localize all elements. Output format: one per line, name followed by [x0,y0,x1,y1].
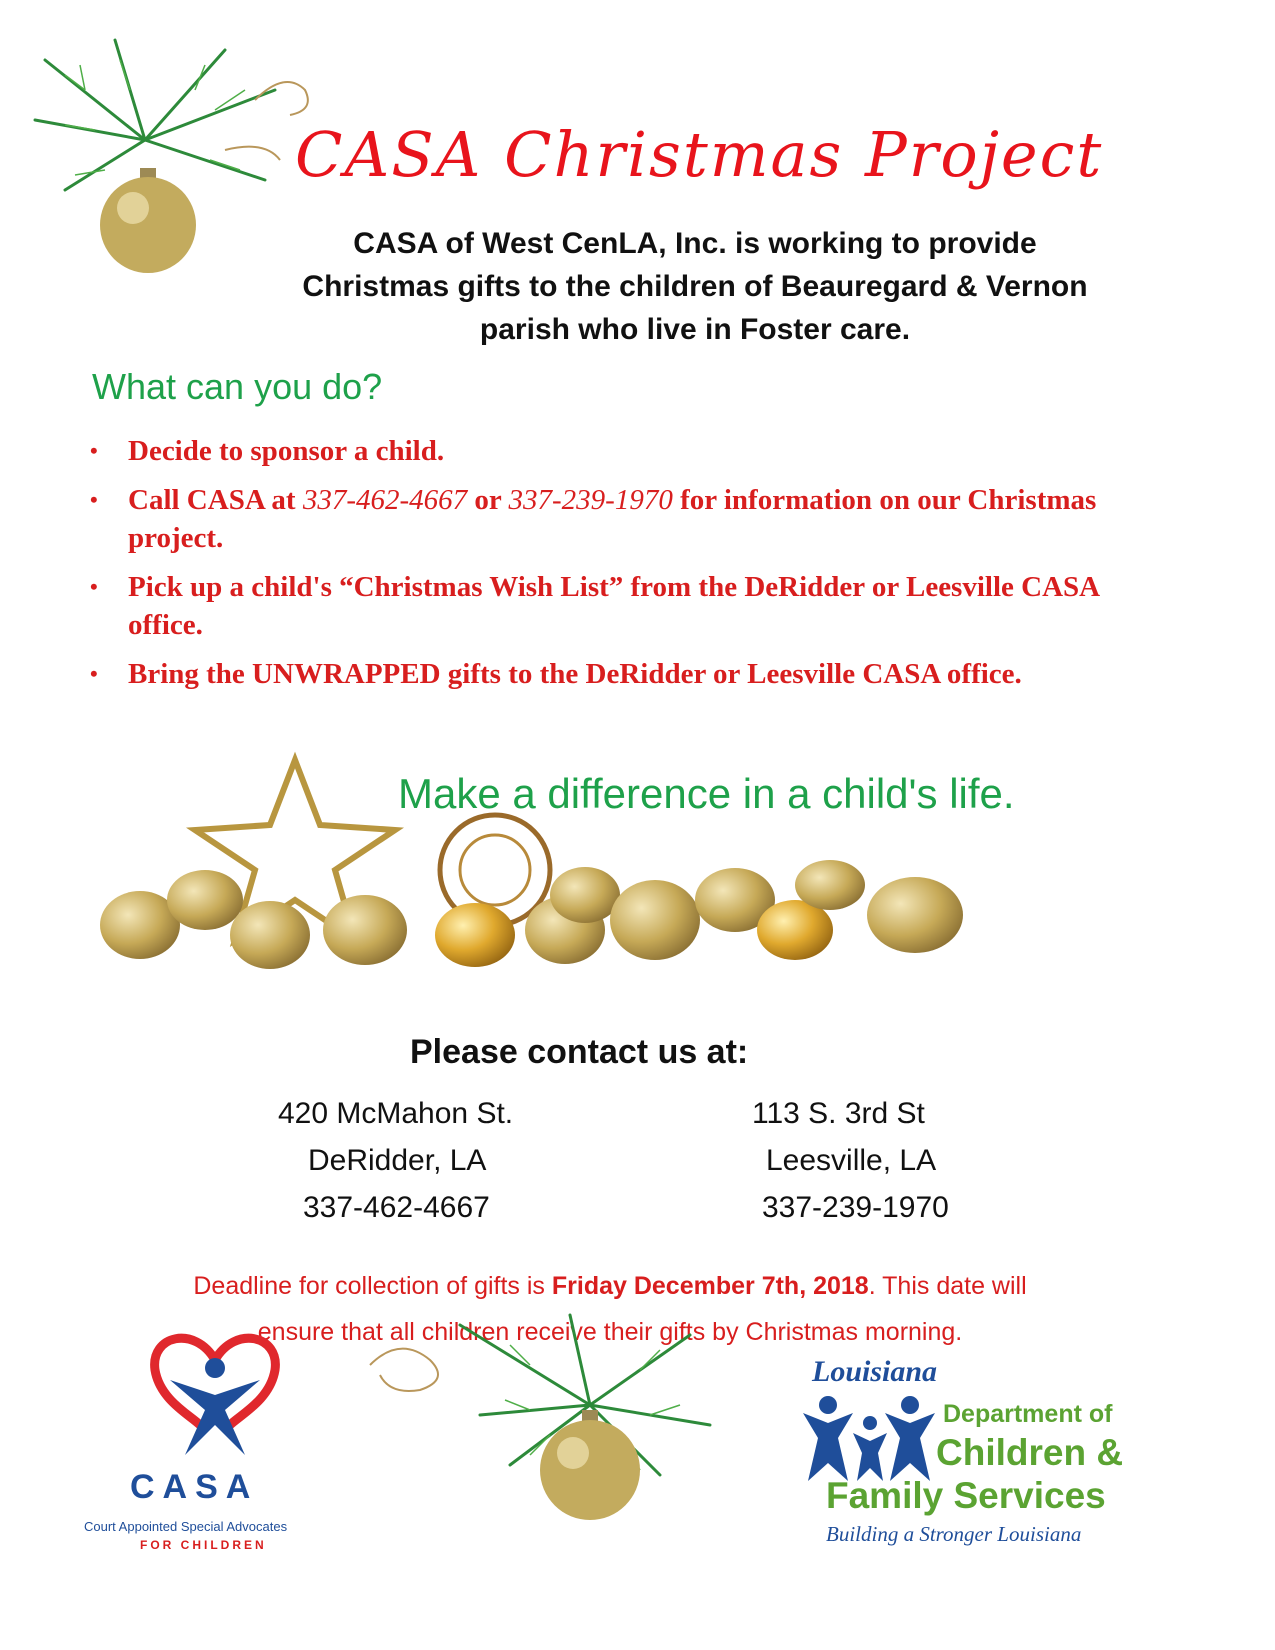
dcfs-logo-line-3: Family Services [826,1475,1106,1516]
casa-logo-name: CASA [130,1468,259,1506]
street: 113 S. 3rd St [752,1097,925,1130]
bullet-icon: • [90,661,98,686]
pine-ornament-bottom-decoration [360,1305,720,1525]
intro-line-1: CASA of West CenLA, Inc. is working to provide [353,227,1037,260]
list-item: • Call CASA at 337-462-4667 or 337-239-1970 for information on our Christmas project. [88,481,1168,557]
intro-paragraph [240,222,1150,351]
phone: 337-239-1970 [762,1191,949,1224]
city: Leesville, LA [766,1144,937,1177]
action-list [88,432,1168,704]
phone-number: 337-462-4667 [302,484,468,516]
what-heading: What can you do? [92,366,383,407]
page-title: CASA Christmas Project [295,118,1104,191]
phone-number: 337-239-1970 [508,484,673,516]
list-item: • Decide to sponsor a child. [88,432,1168,470]
dcfs-family-icon [798,1393,943,1483]
dcfs-logo-line-1: Department of [943,1400,1113,1428]
leesville-office-address [752,1090,949,1231]
dcfs-logo-state: Louisiana [812,1355,938,1388]
bullet-icon: • [90,574,98,599]
deridder-office-address [278,1090,513,1231]
list-item: • Bring the UNWRAPPED gifts to the DeRidder or Leesville CASA office. [88,655,1168,693]
bullet-icon: • [90,438,98,463]
city: DeRidder, LA [308,1144,487,1177]
casa-logo-subtitle-2: FOR CHILDREN [140,1538,267,1552]
dcfs-logo-line-2: Children & [936,1432,1124,1473]
deadline-date: Friday December 7th, 2018 [551,1272,869,1300]
deadline-notice: Deadline for collection of gifts is Friday December 7th, 2018. This date will ensure that all children receive their gifts by Christmas morning. [193,1272,1027,1346]
contact-heading: Please contact us at: [410,1033,749,1071]
casa-heart-figure-icon [145,1320,285,1460]
intro-line-2: Christmas gifts to the children of Beauregard & Vernon [302,270,1088,303]
bullet-icon: • [90,487,98,512]
dcfs-logo-tagline: Building a Stronger Louisiana [826,1522,1082,1546]
intro-line-3: parish who live in Foster care. [479,313,911,346]
slogan: Make a difference in a child's life. [398,770,1015,817]
casa-logo-subtitle: Court Appointed Special Advocates [84,1519,288,1534]
street: 420 McMahon St. [278,1097,514,1130]
list-item: • Pick up a child's “Christmas Wish List” from the DeRidder or Leesville CASA office. [88,568,1168,644]
phone: 337-462-4667 [303,1191,490,1224]
